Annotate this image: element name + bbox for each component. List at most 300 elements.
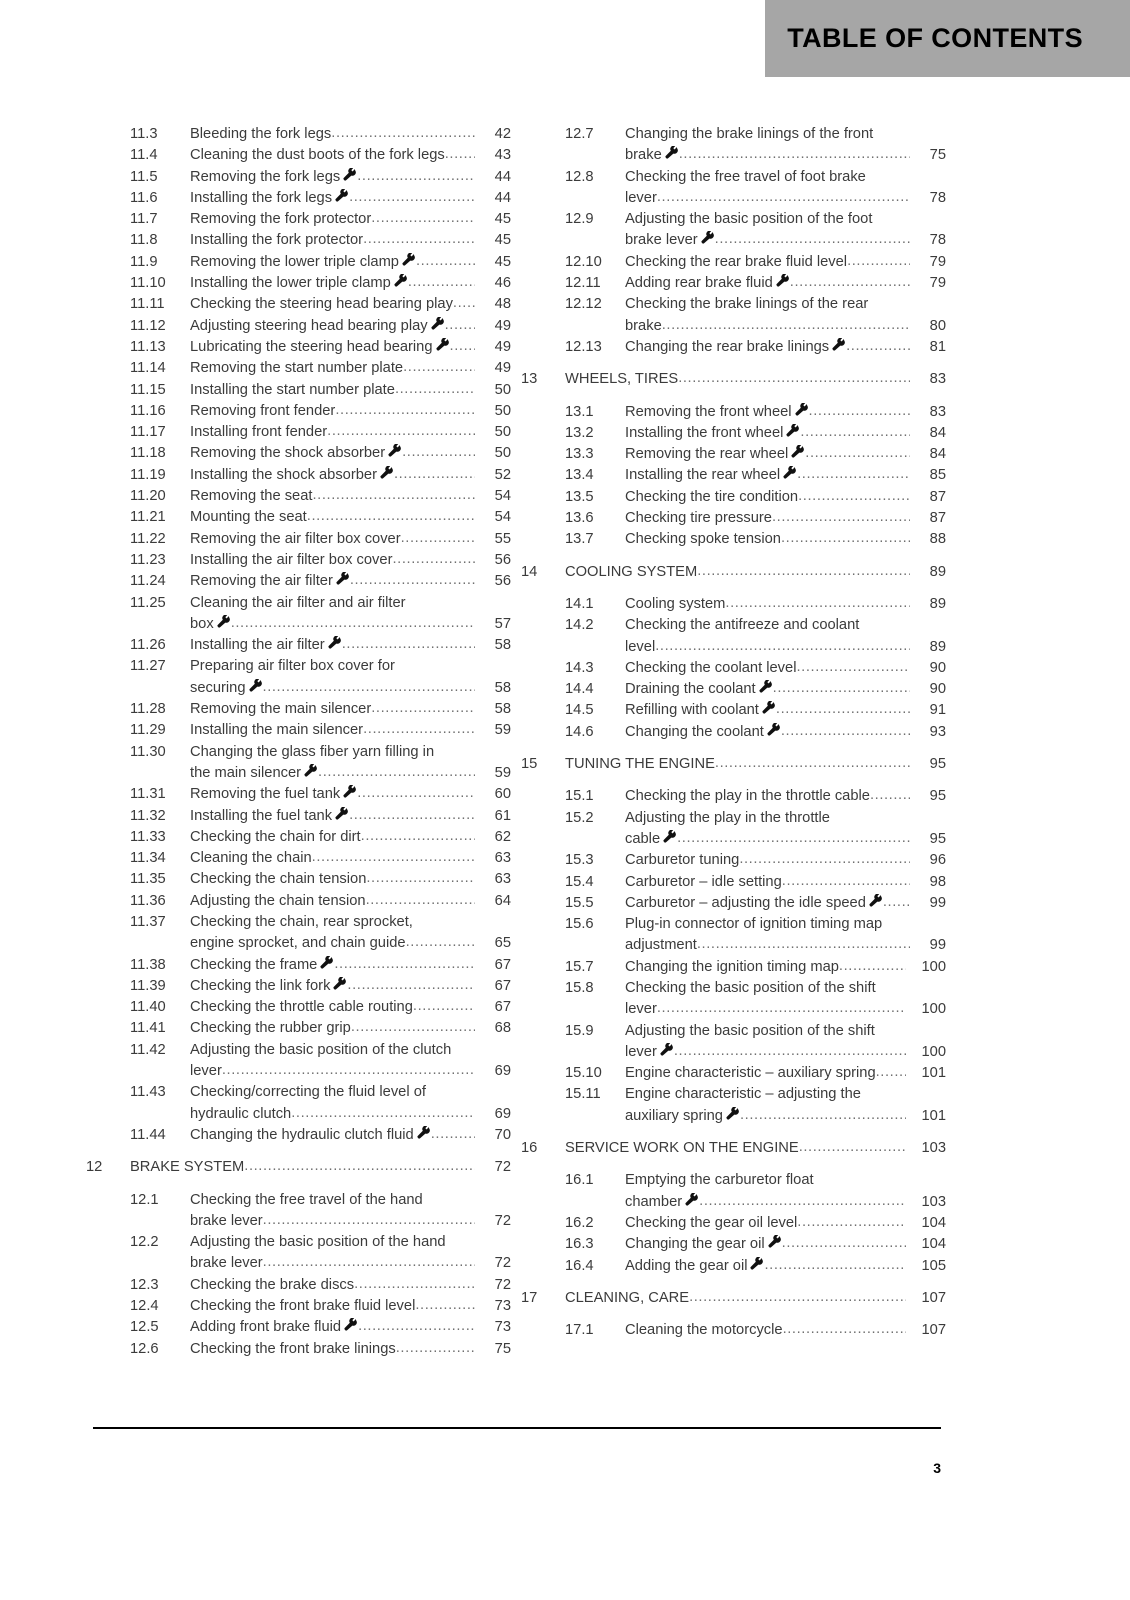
toc-entry-title: Plug-in connector of ignition timing map [625, 916, 883, 933]
toc-section-row[interactable] [521, 1256, 946, 1277]
toc-section-row[interactable] [521, 508, 946, 529]
toc-section-row[interactable] [86, 230, 511, 251]
toc-entry-line [190, 1190, 511, 1211]
toc-section-row[interactable] [86, 891, 511, 912]
toc-entry-number: 11.26 [130, 637, 166, 654]
toc-section-row[interactable] [86, 635, 511, 656]
toc-section-row[interactable] [86, 848, 511, 869]
toc-entry-number: 11.38 [130, 956, 166, 973]
toc-entry-title: Removing the shock absorber [190, 445, 386, 462]
toc-entry-number: 11.13 [130, 338, 166, 355]
toc-page-number: 50 [494, 402, 511, 419]
toc-chapter-row[interactable] [521, 562, 946, 583]
toc-entry-title: Lubricating the steering head bearing [190, 338, 433, 355]
toc-section-row[interactable] [86, 1190, 511, 1233]
toc-entry-title-block [190, 1232, 511, 1275]
toc-page-number: 65 [494, 935, 511, 952]
toc-entry-line [190, 784, 511, 805]
toc-entry-title: Cleaning the motorcycle [625, 1322, 783, 1339]
toc-page-number: 64 [494, 892, 511, 909]
toc-section-row[interactable] [86, 337, 511, 358]
toc-section-row[interactable] [521, 252, 946, 273]
toc-entry-title-block [625, 1021, 946, 1064]
toc-entry-line [190, 188, 511, 209]
toc-entry-number: 11.16 [130, 402, 166, 419]
toc-entry-title: brake lever [190, 1255, 263, 1272]
toc-section-row[interactable] [521, 465, 946, 486]
toc-entry-line [625, 1063, 946, 1084]
toc-column-right [521, 124, 946, 1360]
toc-page-number: 48 [494, 296, 511, 313]
toc-section-row[interactable] [521, 1084, 946, 1127]
toc-entry-number: 13.7 [565, 531, 594, 548]
toc-entry-title: brake [625, 317, 662, 334]
toc-entry-number: 11.34 [130, 850, 166, 867]
toc-section-row[interactable] [86, 486, 511, 507]
toc-section-row[interactable] [521, 1213, 946, 1234]
toc-entry-title: Installing the front wheel [625, 424, 784, 441]
toc-leader-dots [263, 677, 475, 698]
toc-section-row[interactable] [86, 827, 511, 848]
wrench-icon [768, 1235, 781, 1248]
toc-page-number: 73 [494, 1319, 511, 1336]
toc-entry-title: Checking the coolant level [625, 659, 797, 676]
toc-leader-dots [402, 442, 475, 463]
toc-leader-dots [403, 357, 475, 378]
toc-section-row[interactable] [86, 273, 511, 294]
toc-section-row[interactable] [521, 1234, 946, 1255]
toc-entry-title-block [625, 594, 946, 615]
toc-page-number: 78 [929, 189, 946, 206]
toc-section-row[interactable] [521, 273, 946, 294]
toc-entry-line [190, 806, 511, 827]
toc-section-row[interactable] [86, 1232, 511, 1275]
toc-leader-dots [674, 1041, 906, 1062]
toc-entry-title: cable [625, 830, 661, 847]
toc-entry-line [625, 145, 946, 166]
toc-entry-title: Removing the fork protector [190, 211, 372, 228]
toc-entry-number: 15.9 [565, 1022, 594, 1039]
toc-section-row[interactable] [86, 188, 511, 209]
toc-entry-title: level [625, 638, 656, 655]
toc-entry-line [625, 316, 946, 337]
toc-page-number: 69 [494, 1105, 511, 1122]
toc-section-row[interactable] [521, 700, 946, 721]
toc-entry-number: 15.1 [565, 788, 594, 805]
toc-section-row[interactable] [86, 550, 511, 571]
toc-section-row[interactable] [521, 124, 946, 167]
toc-section-row[interactable] [86, 1082, 511, 1125]
toc-entry-title: auxiliary spring [625, 1107, 723, 1124]
page-title: TABLE OF CONTENTS [787, 23, 1083, 53]
toc-entry-title-block [190, 806, 511, 827]
toc-section-row[interactable] [521, 444, 946, 465]
toc-page-number: 107 [921, 1322, 946, 1339]
wrench-icon [832, 338, 845, 351]
toc-leader-dots [805, 443, 910, 464]
toc-page-number: 43 [494, 147, 511, 164]
toc-entry-title: Checking the tire condition [625, 488, 799, 505]
toc-entry-number: 16 [521, 1140, 538, 1157]
toc-page-number: 96 [929, 852, 946, 869]
toc-section-row[interactable] [521, 423, 946, 444]
toc-entry-number: 15.10 [565, 1065, 602, 1082]
toc-leader-dots [334, 954, 475, 975]
toc-section-row[interactable] [86, 358, 511, 379]
toc-section-row[interactable] [86, 422, 511, 443]
toc-entry-number: 11.24 [130, 573, 166, 590]
toc-entry-number: 11.36 [130, 892, 166, 909]
toc-page-number: 42 [494, 126, 511, 142]
toc-entry-line [190, 401, 511, 422]
toc-entry-number: 11.21 [130, 509, 166, 526]
toc-leader-dots [655, 636, 910, 657]
toc-section-row[interactable] [521, 786, 946, 807]
wrench-icon [436, 338, 449, 351]
toc-section-row[interactable] [86, 252, 511, 273]
toc-leader-dots [401, 528, 475, 549]
toc-section-row[interactable] [86, 1018, 511, 1039]
toc-entry-title-block [625, 679, 946, 700]
toc-leader-dots [415, 1295, 475, 1316]
toc-entry-number: 11.20 [130, 488, 166, 505]
toc-leader-dots [677, 828, 910, 849]
toc-page-number: 99 [929, 894, 946, 911]
toc-entry-title-block [625, 167, 946, 210]
toc-leader-dots [870, 785, 910, 806]
toc-section-row[interactable] [521, 850, 946, 871]
wrench-icon [343, 785, 356, 798]
toc-entry-line [190, 571, 511, 592]
toc-section-row[interactable] [521, 167, 946, 210]
toc-entry-line [190, 294, 511, 315]
toc-section-row[interactable] [86, 380, 511, 401]
toc-page-number: 85 [929, 467, 946, 484]
toc-section-row[interactable] [86, 593, 511, 636]
toc-entry-line [625, 978, 946, 999]
toc-entry-title-block [190, 827, 511, 848]
toc-chapter-row[interactable] [521, 1138, 946, 1159]
toc-page-number: 72 [494, 1159, 511, 1176]
toc-section-row[interactable] [86, 1040, 511, 1083]
toc-entry-title-block [625, 124, 946, 167]
toc-entry-number: 13.1 [565, 403, 594, 420]
toc-page-number: 50 [494, 381, 511, 398]
toc-entry-number: 14.3 [565, 659, 594, 676]
toc-page-number: 107 [921, 1289, 946, 1306]
toc-entry-line [625, 252, 946, 273]
toc-entry-title: Checking tire pressure [625, 510, 772, 527]
toc-page-number: 58 [494, 637, 511, 654]
toc-entry-title: Cleaning the dust boots of the fork legs [190, 147, 445, 164]
toc-entry-title-block [190, 1275, 511, 1296]
toc-entry-line [190, 337, 511, 358]
toc-section-row[interactable] [86, 145, 511, 166]
toc-entry-line [625, 829, 946, 850]
toc-section-row[interactable] [86, 1275, 511, 1296]
toc-leader-dots [351, 1017, 475, 1038]
toc-entry-title: Adjusting the basic position of the shift [625, 1022, 875, 1039]
toc-entry-title: Installing the shock absorber [190, 466, 377, 483]
toc-page-number: 67 [494, 956, 511, 973]
toc-entry-title: Adding rear brake fluid [625, 275, 773, 292]
toc-entry-title: lever [625, 1001, 657, 1018]
toc-section-row[interactable] [86, 1296, 511, 1317]
toc-entry-title-block [625, 722, 946, 743]
toc-page-number: 101 [921, 1065, 946, 1082]
toc-section-row[interactable] [86, 1317, 511, 1338]
toc-entry-title: Installing the fork legs [190, 189, 333, 206]
toc-entry-title: Cleaning the chain [190, 850, 312, 867]
toc-leader-dots [800, 422, 910, 443]
toc-section-row[interactable] [521, 594, 946, 615]
toc-leader-dots [715, 229, 910, 250]
toc-entry-number: 12.6 [130, 1340, 159, 1357]
toc-page-number: 50 [494, 424, 511, 441]
toc-entry-number: 11.7 [130, 211, 158, 228]
toc-entry-line [190, 955, 511, 976]
toc-page-number: 89 [929, 595, 946, 612]
toc-leader-dots [453, 293, 475, 314]
toc-section-row[interactable] [521, 615, 946, 658]
toc-entry-title: box [190, 615, 214, 632]
toc-entry-title-block [190, 784, 511, 805]
toc-section-row[interactable] [86, 997, 511, 1018]
toc-entry-number: 12.1 [130, 1191, 159, 1208]
toc-entry-line [625, 423, 946, 444]
toc-entry-title: Adjusting the basic position of the foot [625, 211, 873, 228]
toc-section-row[interactable] [86, 720, 511, 741]
toc-section-row[interactable] [86, 571, 511, 592]
toc-entry-title: Checking the free travel of foot brake [625, 168, 866, 185]
toc-entry-title: Removing the air filter box cover [190, 530, 401, 547]
wrench-icon [701, 231, 714, 244]
toc-leader-dots [291, 1103, 475, 1124]
toc-page-number: 105 [921, 1257, 946, 1274]
toc-entry-number: 11.4 [130, 147, 158, 164]
toc-leader-dots [431, 1124, 475, 1145]
toc-page-number: 50 [494, 445, 511, 462]
toc-entry-title: adjustment [625, 937, 697, 954]
toc-entry-title-block [190, 550, 511, 571]
toc-leader-dots [357, 166, 475, 187]
toc-entry-line [190, 1296, 511, 1317]
wrench-icon [249, 679, 262, 692]
toc-leader-dots [797, 464, 910, 485]
toc-entry-line [190, 848, 511, 869]
toc-page-number: 88 [929, 531, 946, 548]
wrench-icon [795, 403, 808, 416]
toc-entry-title: Cooling system [625, 595, 726, 612]
toc-leader-dots [689, 1287, 906, 1308]
toc-leader-dots [657, 187, 910, 208]
toc-entry-title-block [625, 1213, 946, 1234]
toc-section-row[interactable] [521, 978, 946, 1021]
toc-entry-title-block [190, 571, 511, 592]
toc-leader-dots [350, 570, 475, 591]
toc-section-row[interactable] [86, 699, 511, 720]
toc-entry-title-block [190, 1018, 511, 1039]
toc-entry-number: 11.32 [130, 807, 166, 824]
toc-entry-line [625, 700, 946, 721]
toc-entry-title: Checking the play in the throttle cable [625, 788, 870, 805]
toc-page-number: 55 [494, 530, 511, 547]
toc-section-row[interactable] [86, 1125, 511, 1146]
toc-leader-dots [781, 528, 910, 549]
toc-leader-dots [876, 1062, 906, 1083]
toc-section-row[interactable] [521, 893, 946, 914]
wrench-icon [380, 466, 393, 479]
toc-entry-number: 11.44 [130, 1126, 166, 1143]
toc-section-row[interactable] [86, 955, 511, 976]
toc-page-number: 69 [494, 1063, 511, 1080]
toc-page-number: 78 [929, 232, 946, 249]
toc-leader-dots [883, 892, 910, 913]
toc-entry-title: Installing the main silencer [190, 722, 364, 739]
toc-section-row[interactable] [521, 679, 946, 700]
toc-page-number: 87 [929, 488, 946, 505]
toc-entry-number: 12.13 [565, 338, 602, 355]
toc-entry-title: Adding front brake fluid [190, 1319, 342, 1336]
toc-section-row[interactable] [86, 784, 511, 805]
wrench-icon [333, 977, 346, 990]
toc-page-number: 91 [929, 702, 946, 719]
toc-section-row[interactable] [521, 1063, 946, 1084]
toc-chapter-row[interactable] [521, 1288, 946, 1309]
toc-page-number: 81 [929, 338, 946, 355]
toc-entry-number: 11.31 [130, 786, 166, 803]
toc-section-row[interactable] [521, 529, 946, 550]
toc-leader-dots [679, 144, 910, 165]
toc-section-row[interactable] [86, 529, 511, 550]
toc-page-number: 95 [929, 788, 946, 805]
toc-section-row[interactable] [521, 957, 946, 978]
toc-entry-number: 14.6 [565, 723, 594, 740]
toc-chapter-row[interactable] [521, 754, 946, 775]
toc-section-row[interactable] [521, 402, 946, 423]
toc-section-row[interactable] [86, 209, 511, 230]
toc-section-row[interactable] [521, 294, 946, 337]
toc-entry-line [190, 550, 511, 571]
toc-leader-dots [772, 507, 910, 528]
toc-entry-title: Adjusting the basic position of the hand [190, 1234, 446, 1251]
toc-section-row[interactable] [86, 124, 511, 145]
toc-entry-title: hydraulic clutch [190, 1105, 292, 1122]
toc-section-row[interactable] [521, 914, 946, 957]
toc-section-row[interactable] [86, 656, 511, 699]
toc-page-number: 62 [494, 828, 511, 845]
toc-page-number: 49 [494, 360, 511, 377]
toc-page-number: 72 [494, 1276, 511, 1293]
toc-section-row[interactable] [521, 1320, 946, 1341]
toc-section-row[interactable] [521, 337, 946, 358]
toc-entry-title: Checking the frame [190, 956, 318, 973]
toc-section-row[interactable] [86, 869, 511, 890]
toc-entry-title: Changing the hydraulic clutch fluid [190, 1126, 414, 1143]
toc-page-number: 100 [921, 958, 946, 975]
toc-entry-title: WHEELS, TIRES [565, 371, 679, 388]
toc-entry-line [190, 422, 511, 443]
wrench-icon [776, 274, 789, 287]
toc-section-row[interactable] [86, 401, 511, 422]
toc-entry-title-block [625, 487, 946, 508]
toc-entry-line [565, 1288, 946, 1309]
toc-entry-title-block [190, 1190, 511, 1233]
toc-section-row[interactable] [86, 507, 511, 528]
toc-entry-number: 11.39 [130, 977, 166, 994]
toc-entry-title: Changing the glass fiber yarn filling in [190, 743, 435, 760]
toc-entry-title-block [625, 957, 946, 978]
toc-section-row[interactable] [86, 167, 511, 188]
toc-page-number: 84 [929, 446, 946, 463]
toc-entry-line [625, 679, 946, 700]
toc-section-row[interactable] [86, 1339, 511, 1360]
toc-section-row[interactable] [86, 465, 511, 486]
toc-section-row[interactable] [521, 872, 946, 893]
toc-leader-dots [331, 123, 475, 144]
toc-section-row[interactable] [521, 808, 946, 851]
toc-section-row[interactable] [521, 487, 946, 508]
toc-entry-line [565, 754, 946, 775]
toc-leader-dots [395, 379, 475, 400]
toc-entry-title-block [190, 486, 511, 507]
toc-entry-title: Checking the chain tension [190, 871, 367, 888]
toc-section-row[interactable] [86, 912, 511, 955]
toc-section-row[interactable] [521, 1170, 946, 1213]
toc-leader-dots [408, 272, 475, 293]
toc-page-number: 98 [929, 873, 946, 890]
toc-page-number: 58 [494, 701, 511, 718]
toc-page-number: 54 [494, 488, 511, 505]
toc-entry-title-block [565, 1138, 946, 1159]
toc-section-row[interactable] [86, 742, 511, 785]
wrench-icon [726, 1107, 739, 1120]
toc-entry-line [190, 1253, 511, 1274]
toc-section-row[interactable] [521, 658, 946, 679]
toc-entry-title-block [625, 444, 946, 465]
toc-entry-title: CLEANING, CARE [565, 1289, 690, 1306]
toc-entry-title: Engine characteristic – auxiliary spring [625, 1065, 876, 1082]
toc-section-row[interactable] [521, 722, 946, 743]
toc-entry-line [190, 529, 511, 550]
toc-entry-title-block [190, 997, 511, 1018]
toc-entry-title: SERVICE WORK ON THE ENGINE [565, 1140, 799, 1157]
toc-section-row[interactable] [86, 316, 511, 337]
toc-page-number: 52 [494, 466, 511, 483]
toc-entry-line [130, 1157, 511, 1178]
toc-chapter-row[interactable] [86, 1157, 511, 1178]
toc-entry-line [190, 1082, 511, 1103]
toc-section-row[interactable] [521, 1021, 946, 1064]
toc-entry-line [190, 209, 511, 230]
toc-leader-dots [349, 805, 475, 826]
toc-section-row[interactable] [86, 806, 511, 827]
toc-section-row[interactable] [86, 443, 511, 464]
wrench-icon [417, 1126, 430, 1139]
wrench-icon [767, 723, 780, 736]
toc-entry-number: 11.35 [130, 871, 166, 888]
toc-section-row[interactable] [521, 209, 946, 252]
toc-chapter-row[interactable] [521, 369, 946, 390]
toc-entry-number: 11.30 [130, 743, 166, 760]
toc-entry-title: Emptying the carburetor float [625, 1172, 814, 1189]
toc-entry-title: Changing the brake linings of the front [625, 126, 874, 142]
toc-entry-number: 14 [521, 563, 538, 580]
toc-section-row[interactable] [86, 976, 511, 997]
toc-entry-title-block [625, 423, 946, 444]
toc-entry-number: 13 [521, 371, 538, 388]
toc-section-row[interactable] [86, 294, 511, 315]
